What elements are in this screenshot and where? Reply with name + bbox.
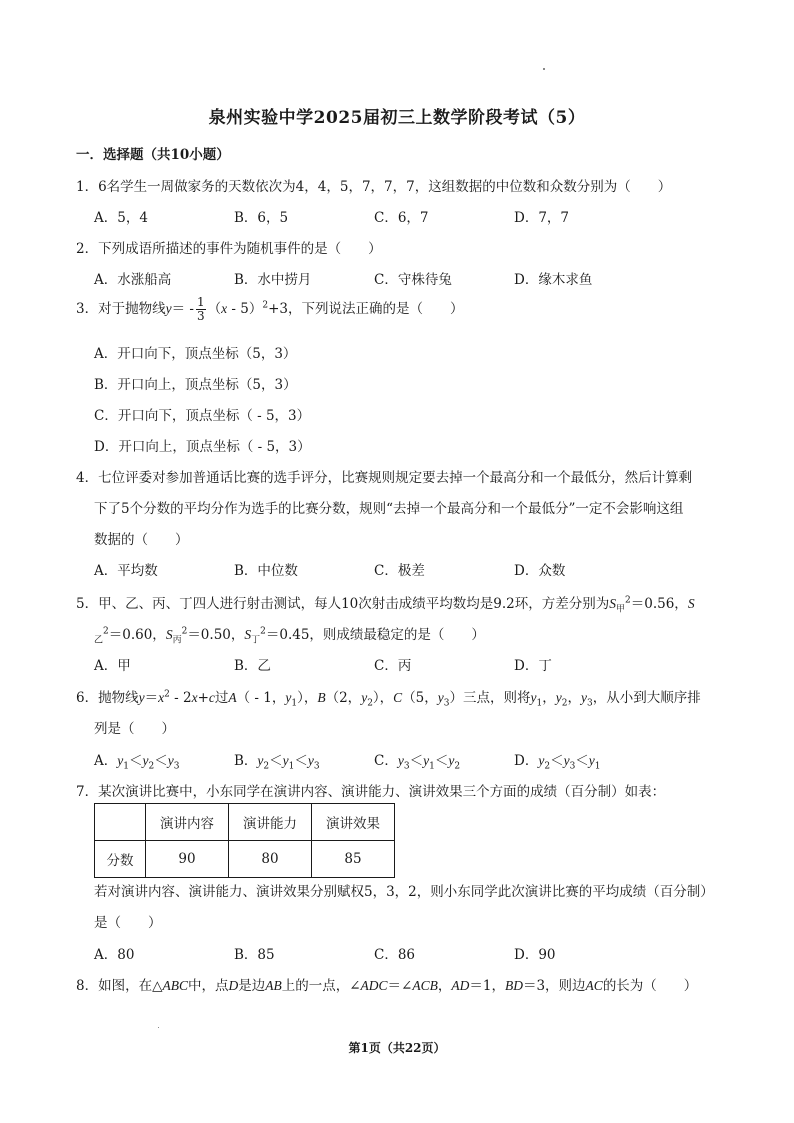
subscript: 2 bbox=[148, 761, 155, 772]
table-cell bbox=[95, 804, 146, 841]
option-label: B． bbox=[234, 753, 258, 769]
math-var: y bbox=[563, 753, 570, 768]
subscript: 3 bbox=[443, 698, 450, 709]
subscript: 3 bbox=[173, 761, 180, 772]
table-header-row bbox=[95, 804, 395, 841]
table-row bbox=[95, 841, 395, 878]
stem-text: 抛物线 bbox=[98, 690, 139, 706]
question-number: 4． bbox=[76, 470, 99, 486]
exponent: 2 bbox=[262, 300, 269, 311]
math-var: y bbox=[361, 690, 368, 705]
stem-text: ＝1， bbox=[469, 978, 505, 994]
math-var: y bbox=[423, 753, 430, 768]
math-var: c bbox=[208, 690, 215, 705]
subscript: 2 bbox=[561, 698, 568, 709]
question-3 bbox=[76, 296, 463, 323]
subscript: 1 bbox=[123, 761, 129, 772]
option-b: B．中位数 bbox=[234, 563, 298, 579]
option-a: A．水涨船高 bbox=[94, 272, 172, 288]
subscript: 乙 bbox=[94, 635, 104, 646]
math-var: ABC bbox=[162, 978, 188, 993]
subscript: 1 bbox=[288, 761, 295, 772]
question-7-options bbox=[94, 943, 694, 963]
math-op: ＝ bbox=[144, 690, 159, 706]
stem-text: （2， bbox=[325, 690, 362, 706]
math-var: S bbox=[165, 627, 173, 642]
option-c: C．6，7 bbox=[374, 210, 429, 226]
table-cell: 80 bbox=[229, 841, 312, 878]
math-var: B bbox=[317, 690, 326, 705]
math-var: S bbox=[609, 596, 616, 611]
question-5 bbox=[76, 592, 695, 615]
scan-speck bbox=[543, 68, 545, 70]
stem-text: 的长为（ ） bbox=[602, 978, 698, 994]
question-number: 7． bbox=[76, 784, 99, 800]
stem-text: 是边 bbox=[238, 978, 266, 994]
table-cell: 演讲效果 bbox=[312, 804, 395, 841]
stem-text: 上的一点，∠ bbox=[281, 978, 361, 994]
exponent: 2 bbox=[103, 626, 109, 637]
question-5-line-2 bbox=[94, 623, 485, 646]
subscript: 1 bbox=[429, 761, 435, 772]
question-number: 1． bbox=[76, 179, 99, 195]
math-var: A bbox=[228, 690, 237, 705]
math-var: y bbox=[167, 753, 174, 768]
option-c: C．极差 bbox=[374, 563, 425, 579]
math-var: y bbox=[257, 753, 264, 768]
math-op: - 2 bbox=[169, 690, 192, 706]
option-b bbox=[234, 749, 320, 772]
stem-text: ）， bbox=[297, 690, 318, 706]
option-label: A． bbox=[94, 753, 118, 769]
option-label: C． bbox=[374, 753, 398, 769]
question-2 bbox=[76, 237, 382, 257]
stem-text: ＝0.50， bbox=[187, 627, 245, 643]
option-a: A．5，4 bbox=[94, 210, 148, 226]
table-cell: 演讲内容 bbox=[146, 804, 229, 841]
question-4-options bbox=[94, 559, 694, 579]
subscript: 3 bbox=[586, 698, 593, 709]
page-footer: 第1页（共22页） bbox=[348, 1041, 446, 1055]
subscript: 甲 bbox=[616, 604, 626, 615]
math-var: y bbox=[285, 690, 292, 705]
math-var: y bbox=[580, 690, 587, 705]
math-var: y bbox=[555, 690, 562, 705]
subscript: 1 bbox=[291, 698, 298, 709]
question-stem: 6名学生一周做家务的天数依次为4，4，5，7，7，7，这组数据的中位数和众数分别为（ ） bbox=[98, 179, 672, 195]
math-var: y bbox=[448, 753, 455, 768]
question-number: 6． bbox=[76, 690, 99, 706]
stem-text: ＝0.56， bbox=[630, 596, 688, 612]
question-1-options bbox=[94, 206, 694, 226]
math-var: D bbox=[228, 978, 239, 993]
question-stem-line: 数据的（ ） bbox=[94, 532, 189, 548]
question-4 bbox=[76, 466, 692, 486]
fraction-numerator: 1 bbox=[196, 295, 205, 309]
stem-text: ， bbox=[437, 978, 452, 994]
option-b: B．水中捞月 bbox=[234, 272, 312, 288]
option-a: A．甲 bbox=[94, 658, 131, 674]
question-6 bbox=[76, 686, 701, 709]
table-cell: 演讲能力 bbox=[229, 804, 312, 841]
math-var: y bbox=[142, 753, 149, 768]
exponent: 2 bbox=[181, 626, 188, 637]
subscript: 2 bbox=[263, 761, 270, 772]
question-stem-line: 列是（ ） bbox=[94, 721, 175, 737]
option-c: C．守株待兔 bbox=[374, 272, 452, 288]
math-var: x bbox=[221, 301, 228, 316]
table-cell: 分数 bbox=[95, 841, 146, 878]
math-var: y bbox=[138, 690, 145, 705]
math-op: ＝ - bbox=[171, 301, 194, 317]
stem-text: （5， bbox=[402, 690, 438, 706]
math-op: ＜ bbox=[409, 753, 424, 769]
subscript: 1 bbox=[536, 698, 543, 709]
math-var: y bbox=[437, 690, 444, 705]
math-var: y bbox=[165, 301, 172, 316]
option-a: A．80 bbox=[94, 947, 135, 963]
math-var: y bbox=[588, 753, 595, 768]
stem-text: 甲、乙、丙、丁四人进行射击测试，每人10次射击成绩平均数均是9.2环，方差分别为 bbox=[98, 596, 610, 612]
stem-text: ， bbox=[542, 690, 556, 706]
option-d: D．众数 bbox=[514, 563, 566, 579]
stem-text: 对于抛物线 bbox=[98, 301, 166, 317]
question-stem: 七位评委对参加普通话比赛的选手评分，比赛规则规定要去掉一个最高分和一个最低分，然后计算剩 bbox=[98, 470, 693, 486]
option-d: D．缘木求鱼 bbox=[514, 272, 593, 288]
subscript: 3 bbox=[403, 761, 410, 772]
math-var: S bbox=[244, 627, 252, 642]
stem-text: ）， bbox=[372, 690, 394, 706]
math-var: y bbox=[530, 690, 537, 705]
option-d: D．丁 bbox=[514, 658, 552, 674]
math-op: ＜ bbox=[434, 753, 449, 769]
math-var: BD bbox=[504, 978, 523, 993]
math-var: y bbox=[307, 753, 314, 768]
stem-text: +3，下列说法正确的是（ ） bbox=[268, 301, 464, 317]
math-op: ＜ bbox=[550, 753, 564, 769]
math-op: + bbox=[197, 690, 209, 706]
math-op: ＜ bbox=[575, 753, 589, 769]
exponent: 2 bbox=[260, 626, 266, 637]
option-label: D． bbox=[514, 753, 539, 769]
option-a: A．开口向下，顶点坐标（5，3） bbox=[94, 346, 297, 362]
question-number: 8． bbox=[76, 978, 99, 994]
stem-text: ＝0.45，则成绩最稳定的是（ ） bbox=[265, 627, 485, 643]
stem-text: 过 bbox=[214, 690, 229, 706]
table-cell: 90 bbox=[146, 841, 229, 878]
stem-text: （ - 1， bbox=[236, 690, 286, 706]
question-number: 2． bbox=[76, 241, 99, 257]
stem-text: ，从小到大顺序排 bbox=[592, 690, 701, 706]
math-op: - 5） bbox=[227, 301, 263, 317]
math-var: ADC bbox=[360, 978, 388, 993]
page-title: 泉州实验中学2025届初三上数学阶段考试（5） bbox=[208, 108, 586, 128]
math-op: ＜ bbox=[294, 753, 308, 769]
scan-speck bbox=[158, 1027, 159, 1028]
math-var: y bbox=[538, 753, 545, 768]
option-a: A．平均数 bbox=[94, 563, 158, 579]
option-c: C．86 bbox=[374, 947, 416, 963]
math-var: y bbox=[397, 753, 404, 768]
math-var: AB bbox=[265, 978, 282, 993]
subscript: 3 bbox=[313, 761, 320, 772]
math-var: ACB bbox=[412, 978, 438, 993]
option-b: B．85 bbox=[234, 947, 275, 963]
option-c bbox=[374, 749, 460, 772]
stem-text: ＝∠ bbox=[387, 978, 413, 994]
question-number: 3． bbox=[76, 301, 99, 317]
option-c: C．开口向下，顶点坐标（ - 5，3） bbox=[94, 408, 311, 424]
question-6-options bbox=[94, 749, 694, 772]
exponent: 2 bbox=[164, 689, 170, 700]
fraction bbox=[196, 296, 206, 323]
math-var: AD bbox=[451, 978, 470, 993]
math-op: ＜ bbox=[128, 753, 143, 769]
subscript: 1 bbox=[594, 761, 601, 772]
question-7 bbox=[76, 780, 665, 800]
question-stem: 下列成语所描述的事件为随机事件的是（ ） bbox=[98, 241, 382, 257]
math-var: x bbox=[158, 690, 165, 705]
option-a bbox=[94, 749, 179, 772]
math-op: ＜ bbox=[154, 753, 168, 769]
option-d: D．90 bbox=[514, 947, 556, 963]
stem-text: 如图，在△ bbox=[98, 978, 163, 994]
math-var: C bbox=[393, 690, 403, 705]
subscript: 2 bbox=[367, 698, 373, 709]
stem-text: 中，点 bbox=[187, 978, 229, 994]
question-stem: 某次演讲比赛中，小东同学在演讲内容、演讲能力、演讲效果三个方面的成绩（百分制）如表： bbox=[98, 784, 666, 800]
question-stem-line: 若对演讲内容、演讲能力、演讲效果分别赋权5，3，2，则小东同学此次演讲比赛的平均成绩（百分制） bbox=[94, 884, 714, 900]
stem-text: ）三点，则将 bbox=[449, 690, 531, 706]
option-b: B．6，5 bbox=[234, 210, 289, 226]
option-d: D．7，7 bbox=[514, 210, 570, 226]
question-2-options bbox=[94, 268, 694, 288]
stem-text: ， bbox=[567, 690, 581, 706]
math-var: AC bbox=[585, 978, 603, 993]
option-b: B．乙 bbox=[234, 658, 271, 674]
question-5-options bbox=[94, 654, 694, 674]
math-op: ＜ bbox=[269, 753, 283, 769]
math-var: y bbox=[117, 753, 124, 768]
exponent: 2 bbox=[625, 595, 631, 606]
stem-text: ＝3，则边 bbox=[522, 978, 586, 994]
option-c: C．丙 bbox=[374, 658, 412, 674]
subscript: 丙 bbox=[172, 635, 182, 646]
fraction-denominator: 3 bbox=[196, 309, 205, 323]
option-d bbox=[514, 749, 601, 772]
stem-text: ＝0.60， bbox=[108, 627, 166, 643]
subscript: 2 bbox=[544, 761, 551, 772]
option-d: D．开口向上，顶点坐标（ - 5，3） bbox=[94, 439, 311, 455]
subscript: 3 bbox=[569, 761, 576, 772]
question-stem-line: 是（ ） bbox=[94, 915, 162, 931]
question-stem-line: 下了5个分数的平均分作为选手的比赛分数，规则“去掉一个最高分和一个最低分”一定不会影响这组 bbox=[94, 501, 684, 517]
table-cell: 85 bbox=[312, 841, 395, 878]
section-heading: 一．选择题（共10小题） bbox=[76, 147, 230, 163]
question-1 bbox=[76, 175, 671, 195]
math-var: x bbox=[191, 690, 198, 705]
question-8 bbox=[76, 974, 697, 994]
subscript: 丁 bbox=[251, 635, 261, 646]
math-var: y bbox=[282, 753, 289, 768]
subscript: 2 bbox=[454, 761, 461, 772]
math-var: S bbox=[687, 596, 695, 611]
math-op: （ bbox=[207, 301, 222, 317]
question-number: 5． bbox=[76, 596, 99, 612]
option-b: B．开口向上，顶点坐标（5，3） bbox=[94, 377, 297, 393]
score-table bbox=[94, 803, 395, 878]
